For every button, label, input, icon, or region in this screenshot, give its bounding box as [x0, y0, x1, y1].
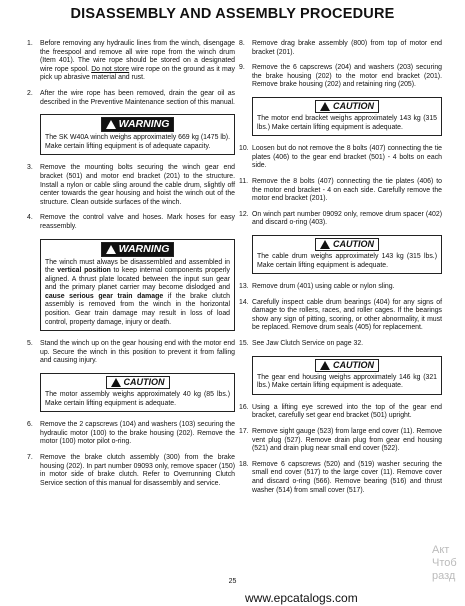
step-text: After the wire rope has been removed, drain the gear oil as described in the Preventive Maintenance section of this manual. — [40, 89, 235, 106]
caution-header — [253, 98, 441, 114]
step-12 — [239, 211, 442, 228]
warning-badge — [101, 117, 175, 132]
warning-triangle-icon — [111, 378, 121, 387]
warning-header — [41, 115, 234, 133]
caution-label: CAUTION — [333, 238, 374, 249]
step-2 — [27, 90, 235, 107]
step-number: 16. — [239, 403, 249, 411]
step-text: Remove the mounting bolts securing the winch gear end bracket (501) and motor end bracket (201) to the structure. Install a nylon or cable sling around the cable drum, slightly off center towards the gear housing and hoist the winch out of the structure. Clean outside surfaces of the winch. — [40, 164, 235, 206]
caution-badge — [106, 376, 170, 389]
warning-triangle-icon — [106, 245, 116, 254]
warning-box — [40, 239, 235, 332]
left-column — [27, 40, 235, 495]
step-14 — [239, 299, 442, 333]
step-text: Remove the 8 bolts (407) connecting the tie plates (406) to the motor end bracket - 4 on each side. Carefully remove the motor end bracket (201). — [252, 177, 442, 203]
watermark-line: Акт — [432, 544, 450, 556]
watermark-line: Чтоб — [432, 557, 457, 569]
step-number: 6. — [27, 421, 33, 429]
warning-box — [40, 114, 235, 155]
step-text-part: wire rope on the ground as it may pick up abrasive material and rust. — [40, 65, 235, 82]
step-number: 3. — [27, 164, 33, 172]
emphasis-bold: cause serious gear train damage — [45, 292, 164, 300]
caution-badge — [315, 238, 379, 251]
step-text: Remove sight gauge (523) from large end cover (11). Remove vent plug (527). Remove drain plug from gear end housing (521) and drain plug near small end cover (522). — [252, 428, 442, 453]
warning-text — [41, 258, 234, 331]
warning-triangle-icon — [320, 361, 330, 370]
caution-text: The motor end bracket weighs approximately 143 kg (315 lbs.) Make certain lifting equipment is adequate. — [257, 114, 437, 131]
step-18 — [239, 461, 442, 495]
warning-header — [41, 240, 234, 258]
step-number: 14. — [239, 298, 249, 306]
warning-text: The SK W40A winch weighs approximately 669 kg (1475 lb). Make certain lifting equipment is of adequate capacity. — [45, 134, 230, 150]
footer-url[interactable]: www.epcatalogs.com — [245, 591, 358, 605]
step-text — [40, 40, 235, 83]
page-title: DISASSEMBLY AND ASSEMBLY PROCEDURE — [70, 6, 395, 22]
step-6 — [27, 421, 235, 447]
caution-label: CAUTION — [333, 100, 374, 111]
step-number: 18. — [239, 460, 249, 468]
step-text: Remove drag brake assembly (800) from top of motor end bracket (201). — [252, 40, 442, 56]
watermark-line: разд — [432, 570, 456, 582]
step-16 — [239, 404, 442, 421]
step-number: 11. — [239, 177, 249, 185]
caution-text: The cable drum weighs approximately 143 kg (315 lbs.) Make certain lifting equipment is adequate. — [257, 252, 437, 269]
warning-text-part: to keep internal components properly aligned. A thrust plate located between the input sun gear and the primary planet carrier may become dislodged and — [45, 267, 230, 292]
step-text: Remove 6 capscrews (520) and (519) washer securing the small end cover (517) to the large cover (11). Remove cover and discard o-ring (566). Remove bearing (516) and thrust washer (514) from small cover (517). — [252, 460, 442, 494]
step-3 — [27, 164, 235, 207]
step-5 — [27, 340, 235, 366]
step-number: 5. — [27, 340, 33, 348]
step-text: Stand the winch up on the gear housing end with the motor end up. Secure the winch in this position to prevent it from falling and causing injury. — [40, 340, 235, 365]
step-13 — [239, 283, 442, 292]
step-7 — [27, 454, 235, 488]
step-text: Remove the 2 capscrews (104) and washers (103) securing the hydraulic motor (100) to the brake housing (202). Remove the motor (100) motor pilot o-ring. — [40, 421, 235, 446]
step-text: Remove the control valve and hoses. Mark hoses for easy reassembly. — [40, 214, 235, 230]
step-number: 12. — [239, 210, 249, 218]
step-4 — [27, 214, 235, 231]
caution-box — [252, 235, 442, 274]
caution-header — [253, 357, 441, 373]
emphasis-bold: vertical position — [57, 267, 111, 275]
step-number: 4. — [27, 214, 33, 222]
caution-header — [41, 374, 234, 390]
step-text: Loosen but do not remove the 8 bolts (407) connecting the tie plates (406) to the gear end bracket (501) - 4 bolts on each side. — [252, 145, 442, 170]
step-text: Remove the brake clutch assembly (300) from the brake housing (202). In part number 09093 only, remove spacer (150) in motor side of brake clutch. Refer to Overrunning Clutch Service section of this manual for disassembly and service. — [40, 454, 235, 487]
caution-badge — [315, 100, 379, 113]
caution-text: The gear end housing weighs approximately 146 kg (321 lbs.) Make certain lifting equipment is adequate. — [257, 373, 437, 390]
warning-label: WARNING — [118, 242, 170, 255]
warning-label: WARNING — [118, 118, 170, 131]
step-number: 7. — [27, 454, 33, 461]
step-number: 9. — [239, 64, 245, 72]
caution-label: CAUTION — [123, 377, 165, 388]
step-text: On winch part number 09092 only, remove drum spacer (402) and discard o-ring (403). — [252, 210, 442, 227]
warning-badge — [101, 242, 175, 257]
caution-box — [252, 356, 442, 395]
step-text: See Jaw Clutch Service on page 32. — [252, 340, 364, 348]
right-column — [239, 40, 442, 502]
warning-triangle-icon — [320, 102, 330, 111]
page-number: 25 — [228, 578, 237, 585]
caution-box — [252, 97, 442, 136]
caution-text: The motor assembly weighs approximately 40 kg (85 lbs.) Make certain lifting equipment is adequate. — [45, 391, 230, 407]
step-9 — [239, 64, 442, 90]
caution-badge — [315, 359, 379, 372]
step-text-part: Before removing any hydraulic lines from the winch, disengage the freespool and remove all wire rope from the winch drum (Item 401). The wire rope should be stored on a designated wire rope spool. — [40, 40, 235, 73]
step-number: 10. — [239, 145, 249, 153]
step-8 — [239, 40, 442, 57]
step-17 — [239, 428, 442, 454]
warning-text-part: if the brake clutch assembly is removed from the winch in the horizontal position. Gear train damage may result in loss of load control, property damage, injury or death. — [45, 292, 230, 326]
step-text: Remove the 6 capscrews (204) and washers (203) securing the brake housing (202) to the motor end bracket (201). Remove brake housing (202) and retaining ring (205). — [252, 64, 442, 89]
warning-triangle-icon — [106, 120, 116, 129]
step-11 — [239, 178, 442, 204]
step-number: 2. — [27, 89, 33, 97]
step-number: 17. — [239, 428, 249, 436]
step-10 — [239, 145, 442, 171]
step-number: 13. — [239, 283, 249, 291]
step-number: 1. — [27, 40, 33, 47]
step-text: Remove drum (401) using cable or nylon sling. — [252, 283, 395, 291]
emphasis-underline: Do not store — [91, 65, 130, 73]
step-text: Carefully inspect cable drum bearings (404) for any signs of damage to the rollers, races, and roller cages. If the bearings show any sign of pitting, scoring, or other abnormality, it must be replaced. Remove drum seals (405) for replacement. — [252, 298, 442, 332]
step-15 — [239, 340, 442, 349]
step-1 — [27, 40, 235, 83]
step-text: Using a lifting eye screwed into the top of the gear end bracket, carefully set gear end bracket (501) upright. — [252, 403, 442, 420]
step-number: 15. — [239, 340, 249, 348]
step-number: 8. — [239, 40, 245, 47]
caution-label: CAUTION — [333, 359, 374, 370]
warning-triangle-icon — [320, 240, 330, 249]
caution-header — [253, 236, 441, 252]
caution-box — [40, 373, 235, 412]
watermark-text — [432, 544, 457, 583]
warning-text-part: The winch must always be disassembled and assembled in the — [45, 258, 230, 275]
